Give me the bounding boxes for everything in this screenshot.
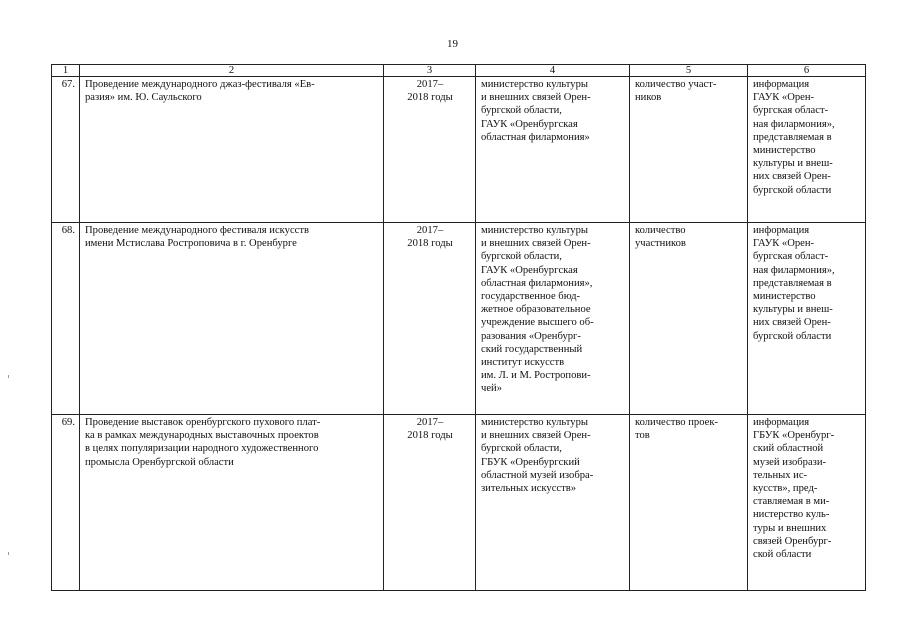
column-header: 5	[630, 65, 748, 77]
column-header: 3	[384, 65, 476, 77]
table-row	[52, 223, 866, 415]
column-header: 6	[748, 65, 866, 77]
reporting-form: информация ГАУК «Орен- бургская област- ная филармония», представляемая в министерство культуры и внеш- них связей Орен- бургской области	[748, 223, 866, 415]
executors: министерство культуры и внешних связей Орен- бургской области, ГБУК «Оренбургский областной музей изобра- зительных искусств»	[476, 415, 630, 591]
reporting-form: информация ГБУК «Оренбург- ский областной музей изобрази- тельных ис- кусств», пред- ставляемая в ми- нистерство куль- туры и внешних связей Оренбург- ской области	[748, 415, 866, 591]
margin-mark	[8, 552, 9, 555]
column-header: 1	[52, 65, 80, 77]
event-name: Проведение международного джаз-фестиваля «Ев- разия» им. Ю. Саульского	[80, 77, 384, 223]
table-row	[52, 77, 866, 223]
event-name: Проведение международного фестиваля искусств имени Мстислава Ростроповича в г. Оренбурге	[80, 223, 384, 415]
events-table	[51, 64, 866, 591]
executors: министерство культуры и внешних связей Орен- бургской области, ГАУК «Оренбургская областная филармония», государственное бюд- жетное образовательное учреждение высшего об- разования «Оренбург- ский государственный институт искусств им. Л. и М. Ростропови- чей»	[476, 223, 630, 415]
margin-mark	[8, 375, 9, 378]
indicator: количество участников	[630, 223, 748, 415]
row-number: 68.	[52, 223, 80, 415]
column-header: 2	[80, 65, 384, 77]
row-number: 67.	[52, 77, 80, 223]
event-name: Проведение выставок оренбургского пухового плат- ка в рамках международных выставочных проектов в целях популяризации народного художественного промысла Оренбургской области	[80, 415, 384, 591]
reporting-form: информация ГАУК «Орен- бургская област- ная филармония», представляемая в министерство культуры и внеш- них связей Орен- бургской области	[748, 77, 866, 223]
table-row	[52, 415, 866, 591]
period: 2017– 2018 годы	[384, 77, 476, 223]
table-header-row	[52, 65, 866, 77]
period: 2017– 2018 годы	[384, 223, 476, 415]
period: 2017– 2018 годы	[384, 415, 476, 591]
column-header: 4	[476, 65, 630, 77]
row-number: 69.	[52, 415, 80, 591]
indicator: количество проек- тов	[630, 415, 748, 591]
page-number: 19	[447, 38, 458, 50]
executors: министерство культуры и внешних связей Орен- бургской области, ГАУК «Оренбургская областная филармония»	[476, 77, 630, 223]
indicator: количество участ- ников	[630, 77, 748, 223]
